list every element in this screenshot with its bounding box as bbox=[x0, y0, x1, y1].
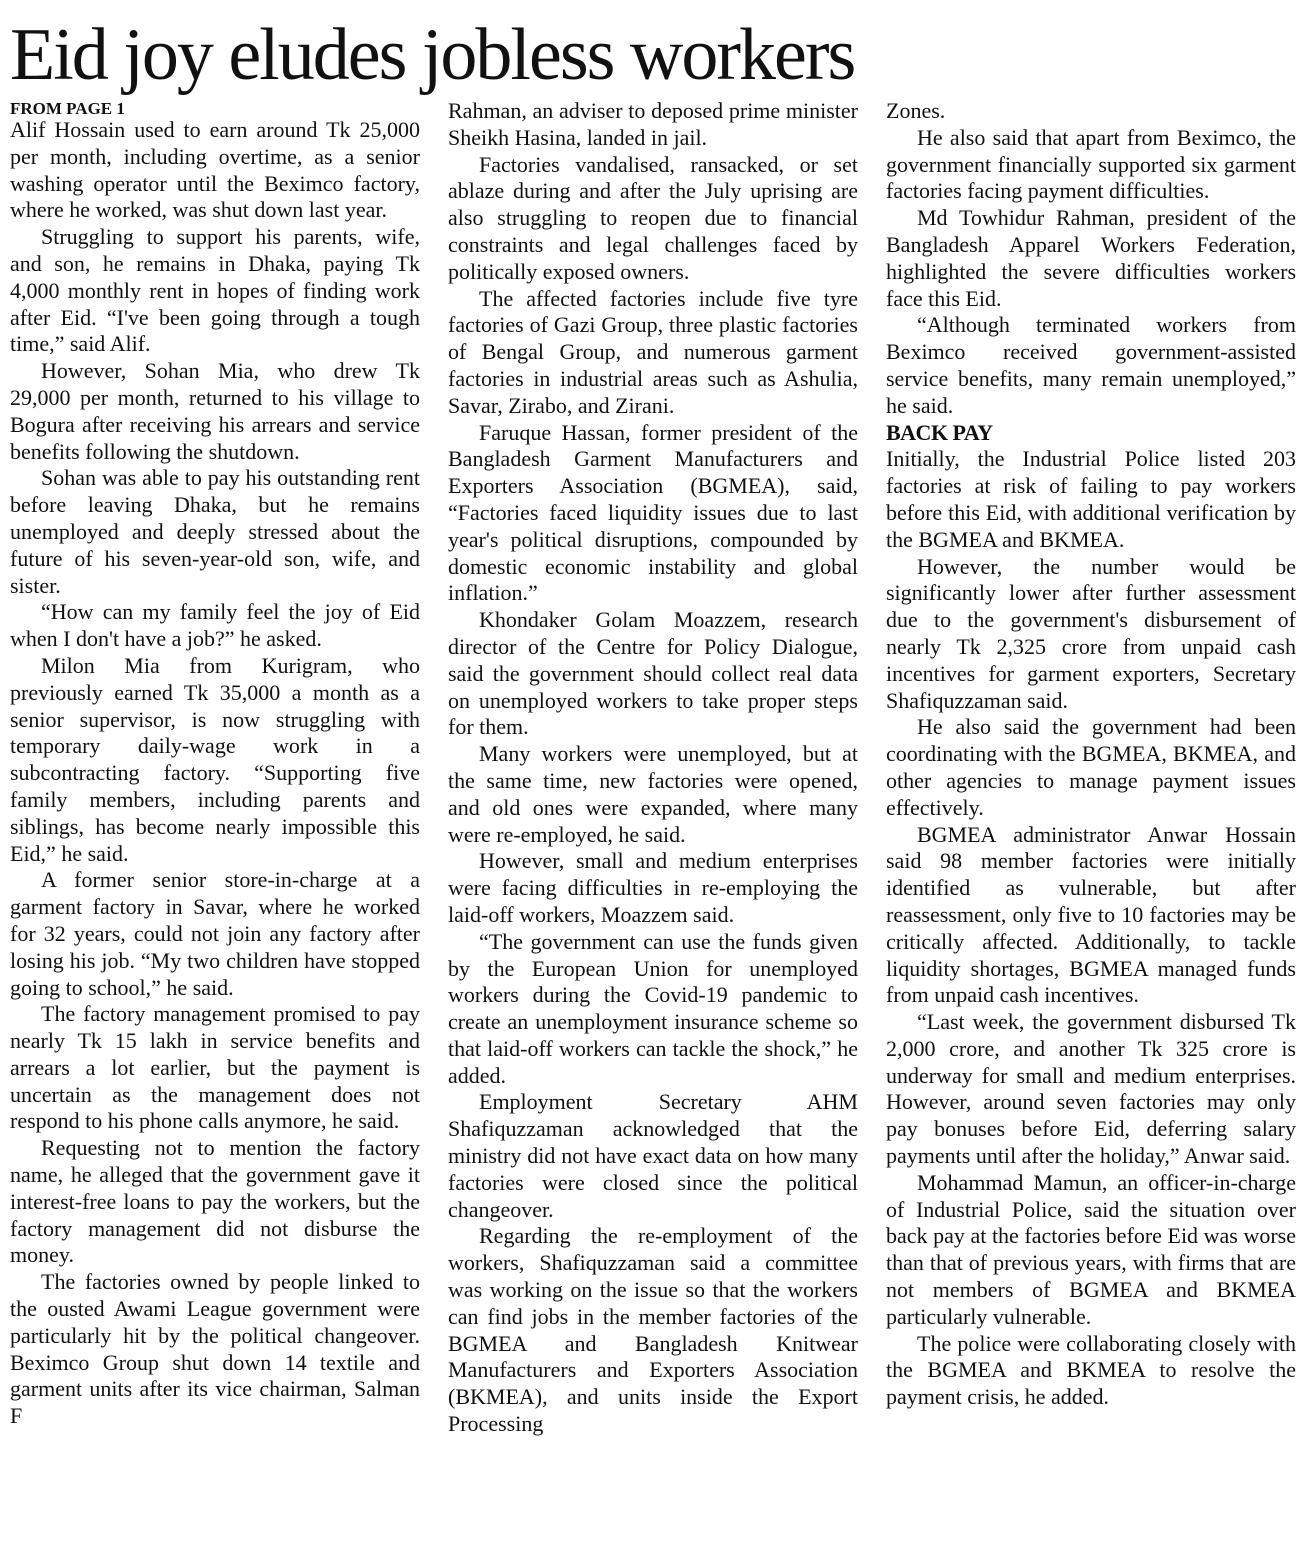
paragraph: He also said the government had been coordinating with the BGMEA, BKMEA, and other agencies to manage payment issues effectively. bbox=[886, 714, 1296, 820]
article-column-2 bbox=[448, 98, 858, 1558]
paragraph: “Last week, the government disbursed Tk 2,000 crore, and another Tk 325 crore is underway for small and medium enterprises. However, around seven factories may only pay bonuses before Eid, deferring salary payments until after the holiday,” Anwar said. bbox=[886, 1009, 1296, 1169]
paragraph: Milon Mia from Kurigram, who previously earned Tk 35,000 a month as a senior supervisor, is now struggling with temporary daily-wage work in a subcontracting factory. “Supporting five family members, including parents and siblings, has become nearly impossible this Eid,” he said. bbox=[10, 652, 420, 866]
paragraph: Requesting not to mention the factory name, he alleged that the government gave it interest-free loans to pay the workers, but the factory management did not disburse the money. bbox=[10, 1135, 420, 1268]
paragraph: “The government can use the funds given by the European Union for unemployed workers during the Covid-19 pandemic to create an unemployment insurance scheme so that laid-off workers can tackle the shock,” he added. bbox=[448, 928, 858, 1088]
paragraph: Zones. bbox=[886, 98, 946, 123]
paragraph: Khondaker Golam Moazzem, research director of the Centre for Policy Dialogue, said the government should collect real data on unemployed workers to take proper steps for them. bbox=[448, 607, 858, 740]
paragraph: Mohammad Mamun, an officer-in-charge of Industrial Police, said the situation over back pay at the factories before Eid was worse than that of previous years, with firms that are not members of BGMEA and BKMEA particularly vulnerable. bbox=[886, 1169, 1296, 1329]
paragraph: The factories owned by people linked to the ousted Awami League government were particularly hit by the political changeover. Beximco Group shut down 14 textile and garment units after its vice chairman, Salman F bbox=[10, 1269, 420, 1429]
paragraph: Alif Hossain used to earn around Tk 25,000 per month, including overtime, as a senior washing operator until the Beximco factory, where he worked, was shut down last year. bbox=[10, 117, 420, 223]
paragraph: Sohan was able to pay his outstanding rent before leaving Dhaka, but he remains unemployed and deeply stressed about the future of his seven-year-old son, wife, and sister. bbox=[10, 465, 420, 598]
paragraph: BGMEA administrator Anwar Hossain said 98 member factories were initially identified as vulnerable, but after reassessment, only five to 10 factories may be critically affected. Additionally, to tackle liquidity shortages, BGMEA managed funds from unpaid cash incentives. bbox=[886, 821, 1296, 1008]
subhead-back-pay: BACK PAY bbox=[886, 419, 993, 445]
paragraph: Initially, the Industrial Police listed 203 factories at risk of failing to pay workers before this Eid, with additional verification by the BGMEA and BKMEA. bbox=[886, 446, 1296, 552]
paragraph: “How can my family feel the joy of Eid when I don't have a job?” he asked. bbox=[10, 599, 420, 652]
article-column-1 bbox=[10, 98, 420, 1558]
paragraph: Many workers were unemployed, but at the same time, new factories were opened, and old ones were expanded, where many were re-employed, he said. bbox=[448, 741, 858, 847]
headline: Eid joy eludes jobless workers bbox=[10, 14, 855, 96]
kicker-from-page: FROM PAGE 1 bbox=[10, 99, 125, 118]
article-column-3 bbox=[886, 98, 1296, 1558]
paragraph: However, small and medium enterprises were facing difficulties in re-employing the laid-off workers, Moazzem said. bbox=[448, 848, 858, 927]
paragraph: Employment Secretary AHM Shafiquzzaman acknowledged that the ministry did not have exact data on how many factories were closed since the political changeover. bbox=[448, 1089, 858, 1222]
paragraph: The factory management promised to pay nearly Tk 15 lakh in service benefits and arrears a lot earlier, but the payment is uncertain as the management does not respond to his phone calls anymore, he said. bbox=[10, 1001, 420, 1134]
paragraph: Regarding the re-employment of the workers, Shafiquzzaman said a committee was working on the issue so that the workers can find jobs in the member factories of the BGMEA and Bangladesh Knitwear Manufacturers and Exporters Association (BKMEA), and units inside the Export Processing bbox=[448, 1223, 858, 1437]
paragraph: “Although terminated workers from Beximco received government-assisted service benefits, many remain unemployed,” he said. bbox=[886, 312, 1296, 418]
paragraph: Factories vandalised, ransacked, or set ablaze during and after the July uprising are also struggling to reopen due to financial constraints and legal challenges faced by politically exposed owners. bbox=[448, 151, 858, 284]
paragraph: Struggling to support his parents, wife, and son, he remains in Dhaka, paying Tk 4,000 monthly rent in hopes of finding work after Eid. “I've been going through a tough time,” said Alif. bbox=[10, 224, 420, 357]
paragraph: Faruque Hassan, former president of the Bangladesh Garment Manufacturers and Exporters Association (BGMEA), said, “Factories faced liquidity issues due to last year's political disruptions, compounded by domestic economic instability and global inflation.” bbox=[448, 419, 858, 606]
paragraph: A former senior store-in-charge at a garment factory in Savar, where he worked for 32 years, could not join any factory after losing his job. “My two children have stopped going to school,” he said. bbox=[10, 867, 420, 1000]
paragraph: The police were collaborating closely with the BGMEA and BKMEA to resolve the payment crisis, he added. bbox=[886, 1330, 1296, 1410]
paragraph: However, the number would be significantly lower after further assessment due to the government's disbursement of nearly Tk 2,325 crore from unpaid cash incentives for garment exporters, Secretary Shafiquzzaman said. bbox=[886, 553, 1296, 713]
paragraph: The affected factories include five tyre factories of Gazi Group, three plastic factories of Bengal Group, and numerous garment factories in industrial areas such as Ashulia, Savar, Zirabo, and Zirani. bbox=[448, 285, 858, 418]
paragraph: He also said that apart from Beximco, the government financially supported six garment factories facing payment difficulties. bbox=[886, 124, 1296, 204]
paragraph: However, Sohan Mia, who drew Tk 29,000 per month, returned to his village to Bogura after receiving his arrears and service benefits following the shutdown. bbox=[10, 358, 420, 464]
paragraph: Md Towhidur Rahman, president of the Bangladesh Apparel Workers Federation, highlighted the severe difficulties workers face this Eid. bbox=[886, 205, 1296, 311]
paragraph: Rahman, an adviser to deposed prime minister Sheikh Hasina, landed in jail. bbox=[448, 98, 858, 150]
